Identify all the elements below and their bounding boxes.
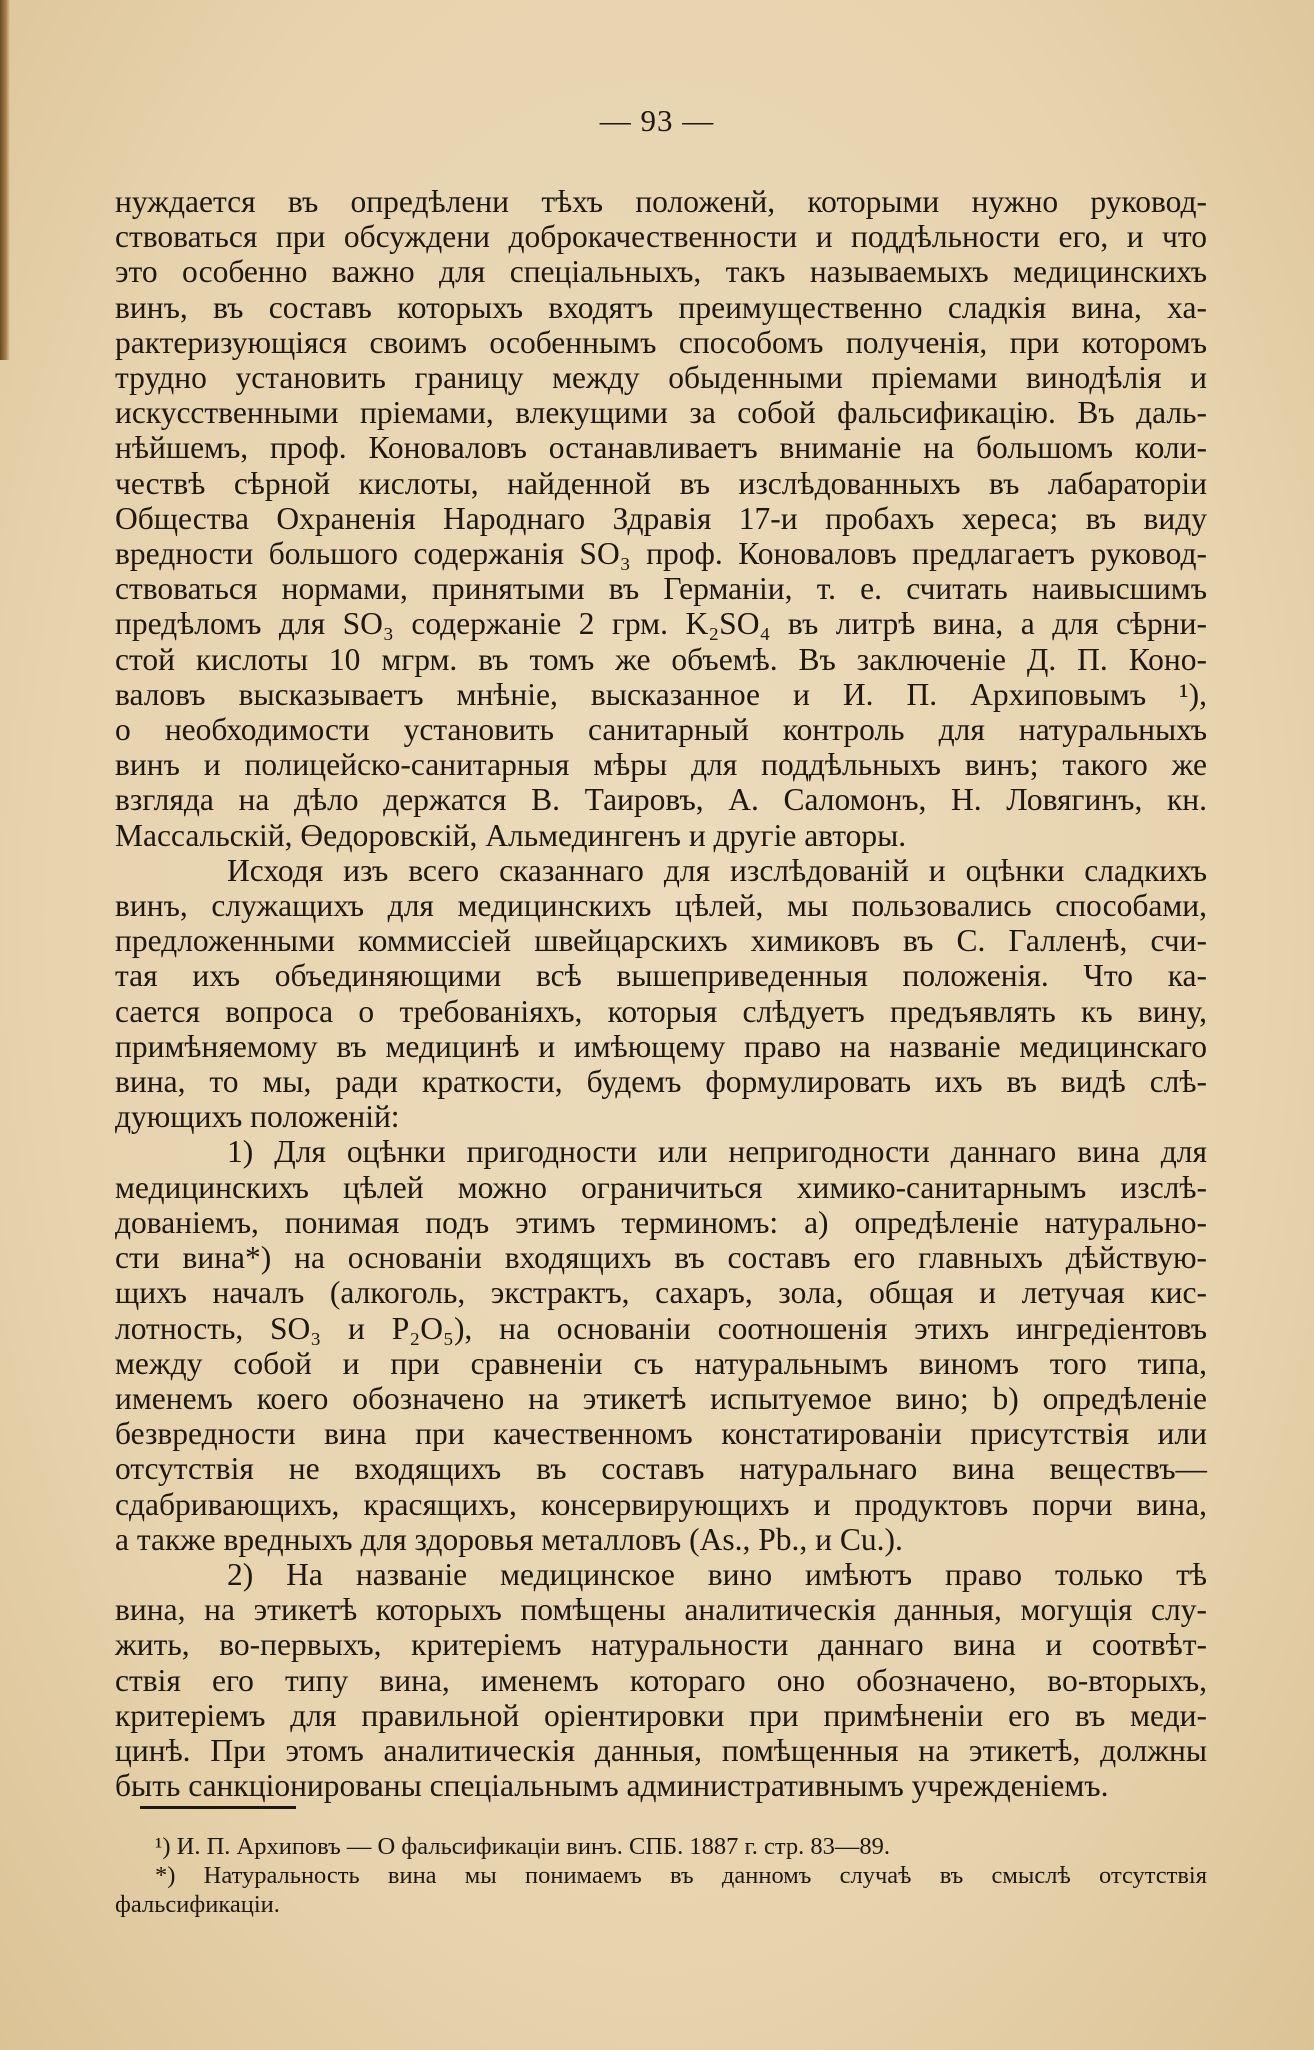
text-line: цинѣ. При этомъ аналитическiя данныя, помѣщенныя на этикетѣ, должны	[115, 1732, 1207, 1768]
text-line: медицинскихъ цѣлей можно ограничиться химико-санитарнымъ изслѣ-	[115, 1169, 1207, 1205]
text-line: о необходимости установить санитарный контроль для натуральныхъ	[115, 712, 1207, 748]
main-text	[115, 184, 1207, 1803]
text-line: тая ихъ объединяющими всѣ вышеприведенныя положенiя. Что ка-	[115, 958, 1207, 994]
text-line: вредности большого содержанiя SO₃ проф. Коноваловъ предлагаетъ руковод-	[115, 536, 1207, 572]
text-line: нѣйшемъ, проф. Коноваловъ останавливаетъ вниманiе на большомъ коли-	[115, 430, 1207, 466]
text-line: трудно установить границу между обыденными прiемами винодѣлiя и	[115, 360, 1207, 396]
text-line: быть санкцiонированы спецiальнымъ административнымъ учрежденiемъ.	[115, 1768, 1109, 1804]
text-line: дованiемъ, понимая подъ этимъ терминомъ: а) опредѣленiе натурально-	[115, 1204, 1207, 1240]
text-line: вина, то мы, ради краткости, будемъ формулировать ихъ въ видѣ слѣ-	[115, 1064, 1207, 1100]
text-line: ствоваться нормами, принятыми въ Германiи, т. е. считать наивысшимъ	[115, 571, 1207, 607]
footnote-2: *) Натуральность вина мы понимаемъ въ данномъ случаѣ въ смыслѣ отсутствiя	[155, 1862, 1207, 1889]
text-line: валовъ высказываетъ мнѣнiе, высказанное и И. П. Архиповымъ ¹),	[115, 676, 1207, 712]
text-line: 2) На названiе медицинское вино имѣютъ право только тѣ	[227, 1556, 1207, 1592]
footnote-separator	[140, 1806, 296, 1809]
text-line: жить, во-первыхъ, критерiемъ натуральности даннаго вина и соотвѣт-	[115, 1627, 1207, 1663]
paragraph-4	[115, 1557, 1207, 1803]
paragraph-2	[115, 853, 1207, 1135]
text-line: сти вина*) на основанiи входящихъ въ составъ его главныхъ дѣйствую-	[115, 1240, 1207, 1276]
text-line: лотность, SO₃ и P₂O₅), на основанiи соотношенiя этихъ ингредiентовъ	[115, 1310, 1207, 1346]
text-line: щихъ началъ (алкоголь, экстрактъ, сахаръ, зола, общая и летучая кис-	[115, 1275, 1207, 1311]
text-line: дующихъ положенiй:	[115, 1099, 400, 1135]
text-line: Массальскiй, Өедоровскiй, Альмедингенъ и другiе авторы.	[115, 817, 907, 853]
text-line: винъ, въ составъ которыхъ входятъ преимущественно сладкiя вина, ха-	[115, 289, 1207, 325]
text-line: отсутствiя не входящихъ въ составъ натуральнаго вина веществъ—	[115, 1451, 1207, 1487]
footnote-1: ¹) И. П. Архиповъ — О фальсификацiи винъ. СПБ. 1887 г. стр. 83—89.	[155, 1833, 890, 1860]
text-line: именемъ коего обозначено на этикетѣ испытуемое вино; b) опредѣленiе	[115, 1380, 1207, 1416]
text-line: вина, на этикетѣ которыхъ помѣщены аналитическiя данныя, могущiя слу-	[115, 1592, 1207, 1628]
text-line: чествѣ сѣрной кислоты, найденной въ изслѣдованныхъ въ лабараторiи	[115, 465, 1207, 501]
text-line: безвредности вина при качественномъ констатированiи присутствiя или	[115, 1416, 1207, 1452]
text-line: предложенными коммиссiей швейцарскихъ химиковъ въ С. Галленѣ, счи-	[115, 923, 1207, 959]
text-line: искусственными прiемами, влекущими за собой фальсификацiю. Въ даль-	[115, 395, 1207, 431]
text-line: винъ и полицейско-санитарныя мѣры для поддѣльныхъ винъ; такого же	[115, 747, 1207, 783]
text-line: винъ, служащихъ для медицинскихъ цѣлей, мы пользовались способами,	[115, 888, 1207, 924]
text-line: рактеризующiяся своимъ особеннымъ способомъ полученiя, при которомъ	[115, 324, 1207, 360]
paragraph-1	[115, 184, 1207, 853]
text-line: между собой и при сравненiи съ натуральнымъ виномъ того типа,	[115, 1345, 1207, 1381]
text-line: а также вредныхъ для здоровья металловъ (As., Pb., и Cu.).	[115, 1521, 903, 1557]
text-line: критерiемъ для правильной орiентировки при примѣненiи его въ меди-	[115, 1697, 1207, 1733]
text-line: 1) Для оцѣнки пригодности или непригодности даннаго вина для	[227, 1134, 1207, 1170]
text-line: предѣломъ для SO₃ содержанiе 2 грм. K₂SO₄ въ литрѣ вина, а для сѣрни-	[115, 606, 1207, 642]
footnotes	[115, 1832, 1207, 1919]
text-line: сдабривающихъ, красящихъ, консервирующихъ и продуктовъ порчи вина,	[115, 1486, 1207, 1522]
text-line: взгляда на дѣло держатся В. Таировъ, А. Саломонъ, Н. Ловягинъ, кн.	[115, 782, 1207, 818]
text-line: Исходя изъ всего сказаннаго для изслѣдованiй и оцѣнки сладкихъ	[227, 852, 1207, 888]
text-line: примѣняемому въ медицинѣ и имѣющему право на названiе медицинскаго	[115, 1028, 1207, 1064]
text-line: сается вопроса о требованiяхъ, которыя слѣдуетъ предъявлять къ вину,	[115, 993, 1207, 1029]
text-line: ствiя его типу вина, именемъ котораго оно обозначено, во-вторыхъ,	[115, 1662, 1207, 1698]
text-line: ствоваться при обсуждени доброкачественности и поддѣльности его, и что	[115, 219, 1207, 255]
text-line: нуждается въ опредѣлени тѣхъ положенй, которыми нужно руковод-	[115, 184, 1207, 219]
page-spine-edge	[0, 0, 10, 360]
page-number: — 93 —	[599, 103, 715, 138]
text-line: стой кислоты 10 мгрм. въ томъ же объемѣ. Въ заключенiе Д. П. Коно-	[115, 641, 1207, 677]
footnote-2-continued: фальсификацiи.	[115, 1891, 280, 1918]
text-line: это особенно важно для спецiальныхъ, такъ называемыхъ медицинскихъ	[115, 254, 1207, 290]
text-line: Общества Охраненiя Народнаго Здравiя 17-и пробахъ хереса; въ виду	[115, 500, 1207, 536]
paragraph-3	[115, 1134, 1207, 1556]
